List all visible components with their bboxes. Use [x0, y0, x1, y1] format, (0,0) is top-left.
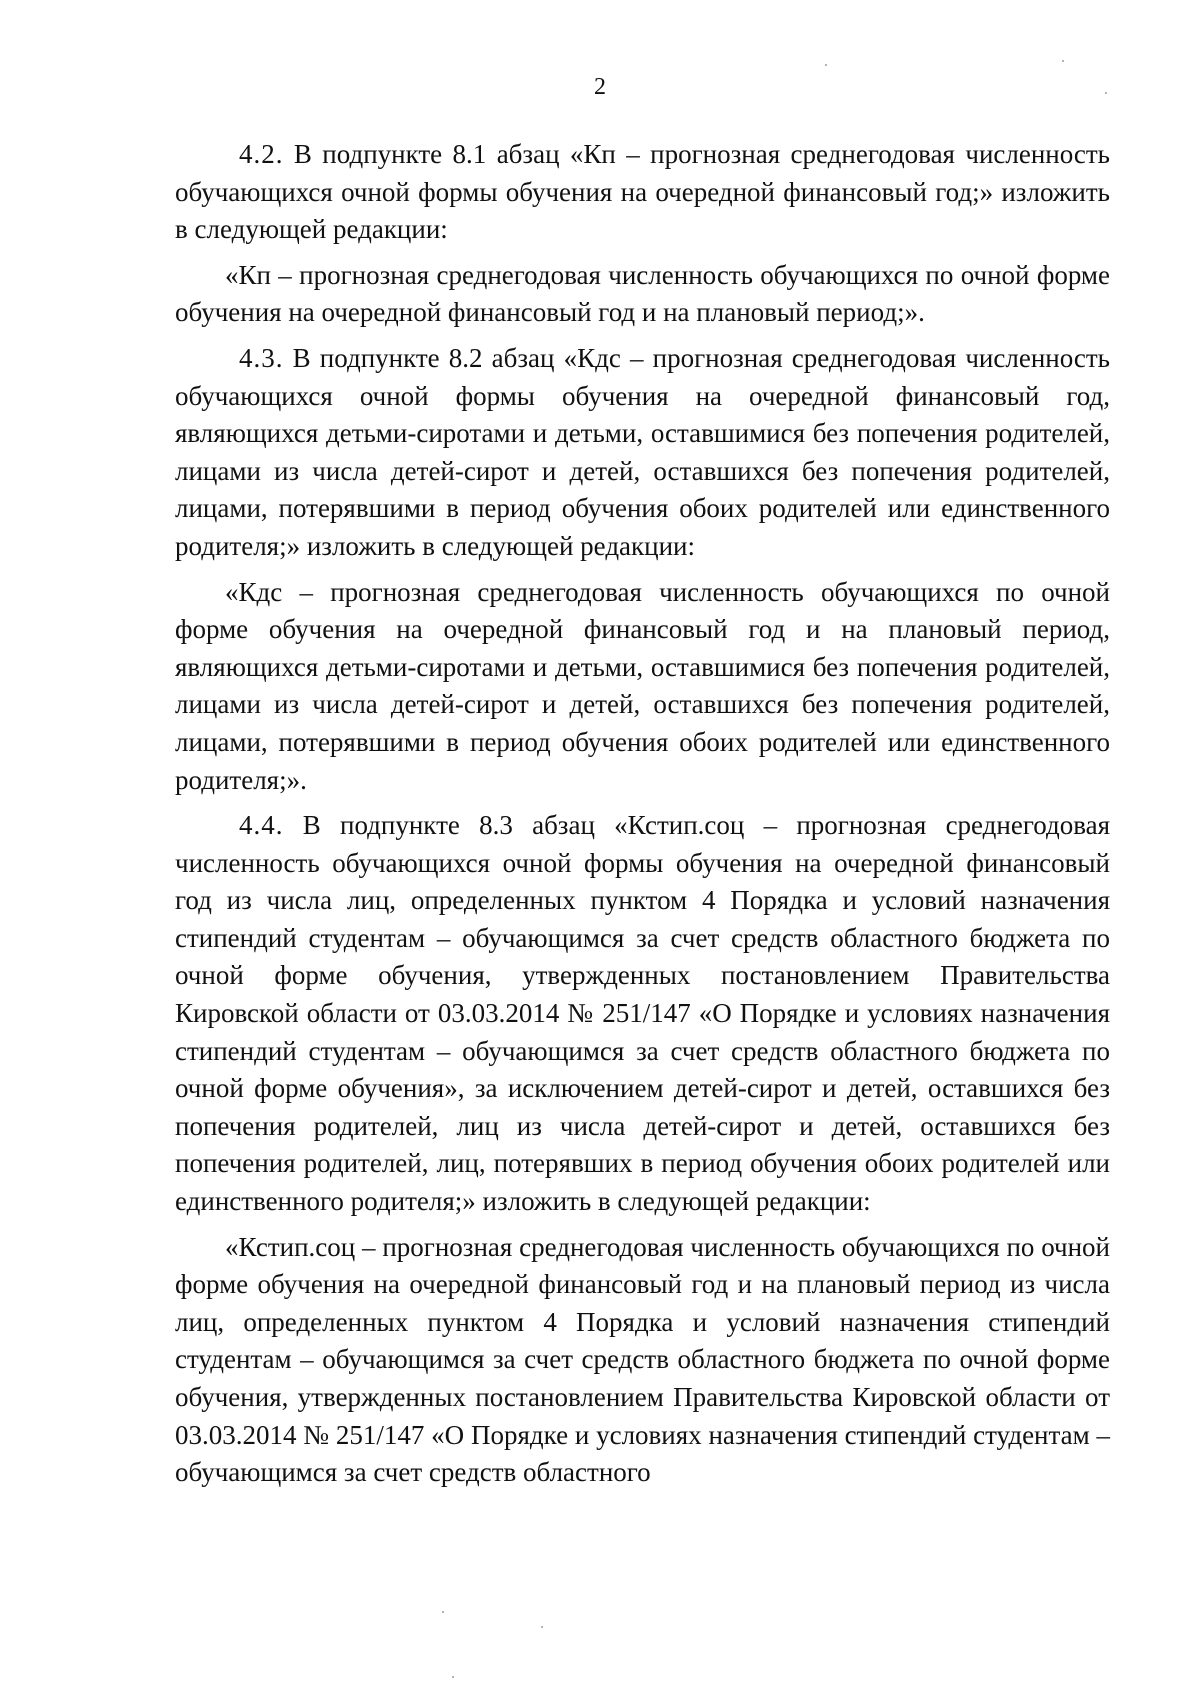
scan-speck [1062, 60, 1064, 62]
scan-speck [541, 1626, 543, 1628]
quoted-paragraph-4-4 [175, 1229, 1110, 1492]
paragraph-text: В подпункте 8.2 абзац «Кдс – прогнозная среднегодовая численность обучающихся очной формы обучения на очередной финансовый год, являющихся детьми-сиротами и детьми, оставшимися без попечения родителей, лицами из числа детей-сирот и детей, оставшихся без попечения родителей, лицами, потерявшими в период обучения обоих родителей или единственного родителя;» изложить в следующей редакции: [175, 342, 1110, 561]
page-number: 2 [594, 74, 606, 100]
scan-speck [825, 64, 827, 66]
scan-speck [452, 1676, 454, 1678]
paragraph-text: «Кдс – прогнозная среднегодовая численность обучающихся по очной форме обучения на очередной финансовый год и на плановый период, являющихся детьми-сиротами и детьми, оставшимися без попечения родителей, лицами из числа детей-сирот и детей, оставшихся без попечения родителей, лицами, потерявшими в период обучения обоих родителей или единственного родителя;». [175, 576, 1110, 795]
section-number: 4.4. [239, 810, 284, 841]
paragraph-text: «Кп – прогнозная среднегодовая численность обучающихся по очной форме обучения на очередной финансовый год и на плановый период;». [175, 259, 1110, 328]
paragraph-text: В подпункте 8.1 абзац «Кп – прогнозная среднегодовая численность обучающихся очной формы обучения на очередной финансовый год;» изложить в следующей редакции: [175, 139, 1111, 245]
scan-speck [1105, 92, 1107, 94]
quoted-paragraph-4-2 [175, 257, 1110, 332]
quoted-paragraph-4-3 [175, 574, 1110, 800]
paragraph-text: «Кстип.соц – прогнозная среднегодовая численность обучающихся по очной форме обучения на очередной финансовый год и на плановый период из числа лиц, определенных пунктом 4 Порядка и условий назначения стипендий студентам – обучающимся за счет средств областного бюджета по очной форме обучения, утвержденных постановлением Правительства Кировской области от 03.03.2014 № 251/147 «О Порядке и условиях назначения стипендий студентам – обучающимся за счет средств областного [175, 1231, 1110, 1488]
paragraph-4-3 [175, 340, 1110, 566]
document-body [175, 136, 1110, 1492]
paragraph-4-4 [175, 807, 1110, 1221]
scan-speck [442, 1611, 444, 1613]
section-number: 4.3. [239, 342, 284, 373]
paragraph-4-2 [175, 136, 1110, 249]
paragraph-text: В подпункте 8.3 абзац «Кстип.соц – прогнозная среднегодовая численность обучающихся очной формы обучения на очередной финансовый год из числа лиц, определенных пунктом 4 Порядка и условий назначения стипендий студентам – обучающимся за счет средств областного бюджета по очной форме обучения, утвержденных постановлением Правительства Кировской области от 03.03.2014 № 251/147 «О Порядке и условиях назначения стипендий студентам – обучающимся за счет средств областного бюджета по очной форме обучения», за исключением детей-сирот и детей, оставшихся без попечения родителей, лиц из числа детей-сирот и детей, оставшихся без попечения родителей, лиц, потерявших в период обучения обоих родителей или единственного родителя;» изложить в следующей редакции: [175, 810, 1111, 1217]
section-number: 4.2. [239, 139, 284, 169]
